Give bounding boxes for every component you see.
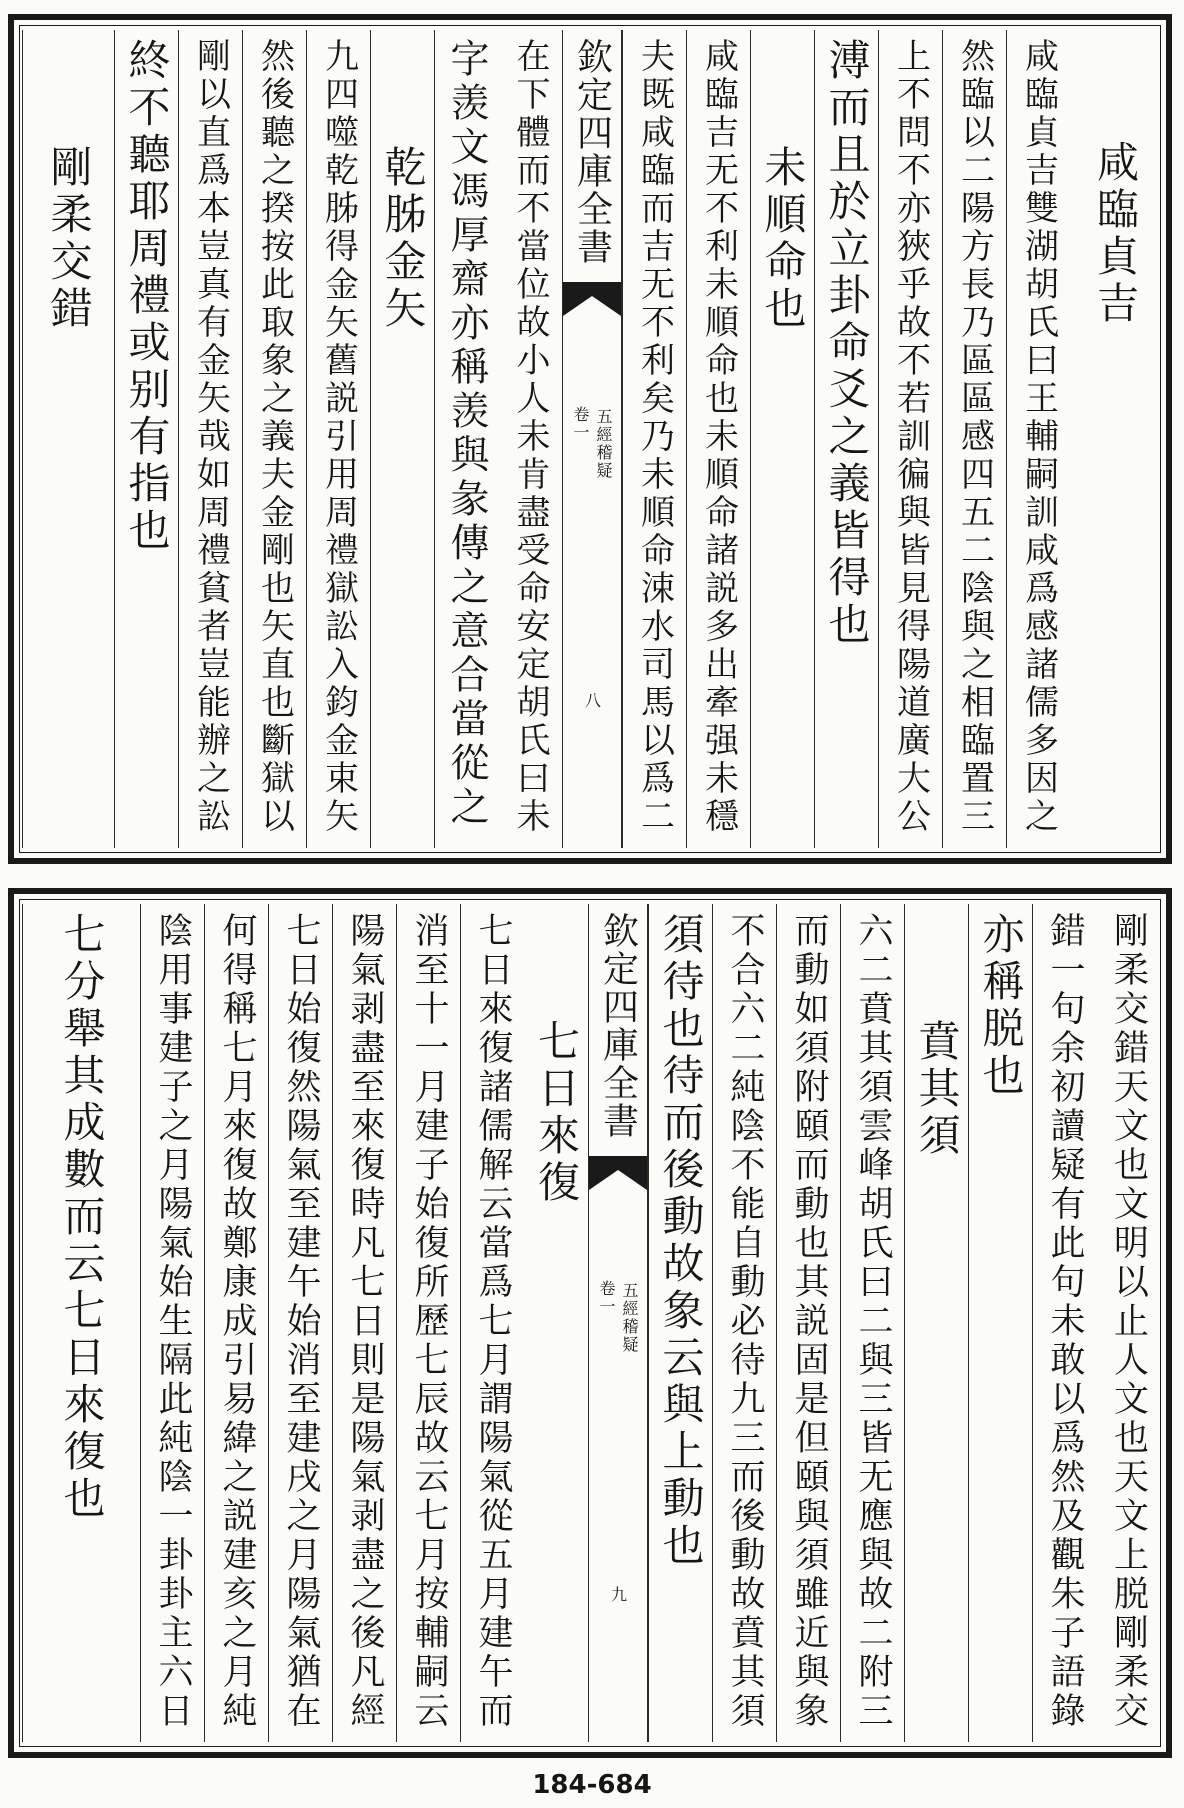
column xyxy=(622,30,686,848)
column xyxy=(1096,904,1160,1742)
column xyxy=(814,30,878,848)
volume-label: 卷一 xyxy=(571,406,590,442)
page-number: 八 xyxy=(582,692,602,708)
column xyxy=(840,904,904,1742)
text-column: 然後聽之揆按此取象之義夫金剛也矢直也斷獄以 xyxy=(254,38,295,836)
heading-text: 七日來復 xyxy=(532,1019,581,1207)
text-column: 不合六二純陰不能自動必待九三而後動故賁其須 xyxy=(725,912,765,1731)
volume-label: 卷一 xyxy=(597,1280,616,1316)
column xyxy=(524,904,588,1742)
column xyxy=(22,904,140,1742)
column xyxy=(22,30,114,848)
column xyxy=(242,30,306,848)
text-column: 然臨以二陽方長乃區區感四五二陰與之相臨置三 xyxy=(954,38,995,836)
column xyxy=(648,904,712,1742)
center-fold xyxy=(588,904,648,1742)
book-title: 五經稽疑 xyxy=(594,408,613,480)
fishtail-mark-icon xyxy=(589,1156,647,1190)
column xyxy=(968,904,1032,1742)
column xyxy=(712,904,776,1742)
text-column: 何得稱七月來復故鄭康成引易緯之説建亥之月純 xyxy=(217,912,257,1731)
column xyxy=(686,30,750,848)
text-column: 九四噬乾胏得金矢舊説引用周禮獄訟入鈞金束矢 xyxy=(318,38,359,836)
heading-text: 賁其須 xyxy=(912,1019,962,1160)
text-column: 剛以直爲本豈真有金矢哉如周禮貧者豈能辦之訟 xyxy=(190,38,231,836)
fishtail-mark-icon xyxy=(563,282,621,316)
column xyxy=(178,30,242,848)
column xyxy=(750,30,814,848)
text-column: 消至十一月建子始復所歷七辰故云七月按輔嗣云 xyxy=(409,912,449,1731)
column xyxy=(268,904,332,1742)
column xyxy=(1006,30,1070,848)
bottom-page xyxy=(8,888,1172,1758)
column xyxy=(370,30,434,848)
text-column: 字羡文馮厚齋亦稱羡與彖傳之意合當從之 xyxy=(444,38,489,830)
text-column: 七日始復然陽氣至建午始消至建戌之月陽氣猶在 xyxy=(281,912,321,1731)
text-column: 而動如須附頤而動也其説固是但頤與須雖近與象 xyxy=(789,912,829,1731)
column xyxy=(396,904,460,1742)
top-page xyxy=(8,14,1172,864)
column xyxy=(1070,30,1160,848)
text-column: 夫既咸臨而吉无不利矣乃未順命涑水司馬以爲二 xyxy=(634,38,675,836)
column xyxy=(776,904,840,1742)
column xyxy=(942,30,1006,848)
text-column: 溥而且於立卦命爻之義皆得也 xyxy=(822,38,872,649)
column xyxy=(204,904,268,1742)
column xyxy=(498,30,562,848)
heading-text: 未順命也 xyxy=(758,145,808,333)
column xyxy=(114,30,178,848)
column xyxy=(306,30,370,848)
text-column: 咸臨貞吉雙湖胡氏曰王輔嗣訓咸爲感諸儒多因之 xyxy=(1018,38,1059,836)
column xyxy=(140,904,204,1742)
heading-text: 乾胏金矢 xyxy=(378,145,428,333)
column xyxy=(434,30,498,848)
collection-title: 欽定四庫全書 xyxy=(571,38,613,266)
text-column: 在下體而不當位故小人未肯盡受命安定胡氏曰未 xyxy=(510,38,550,836)
page-footer-number: 184-684 xyxy=(532,1770,652,1800)
heading-text: 剛柔交錯 xyxy=(44,145,94,333)
center-fold xyxy=(562,30,622,848)
column xyxy=(1032,904,1096,1742)
text-column: 陽氣剥盡至來復時凡七日則是陽氣剥盡之後凡經 xyxy=(345,912,385,1731)
text-column: 終不聽耶周禮或别有指也 xyxy=(122,38,172,555)
column xyxy=(332,904,396,1742)
text-column: 陰用事建子之月陽氣始生隔此純陰一卦卦主六日 xyxy=(153,912,193,1731)
column xyxy=(460,904,524,1742)
text-column: 六二賁其須雲峰胡氏曰二與三皆无應與故二附三 xyxy=(853,912,893,1731)
heading-text: 咸臨貞吉 xyxy=(1091,140,1140,328)
text-column: 須待也待而後動故象云與上動也 xyxy=(656,912,706,1570)
book-title: 五經稽疑 xyxy=(620,1282,639,1354)
text-column: 上不問不亦狹乎故不若訓徧與皆見得陽道廣大公 xyxy=(890,38,931,836)
text-column: 亦稱脱也 xyxy=(976,912,1026,1100)
text-column: 七分舉其成數而云七日來復也 xyxy=(57,912,107,1523)
column xyxy=(878,30,942,848)
text-column: 七日來復諸儒解云當爲七月謂陽氣從五月建午而 xyxy=(473,912,513,1731)
column xyxy=(904,904,968,1742)
collection-title: 欽定四庫全書 xyxy=(597,912,639,1140)
text-column: 錯一句余初讀疑有此句未敢以爲然及觀朱子語錄 xyxy=(1045,912,1085,1731)
text-column: 剛柔交錯天文也文明以止人文也天文上脱剛柔交 xyxy=(1108,912,1149,1731)
page-number: 九 xyxy=(608,1586,628,1602)
text-column: 咸臨吉无不利未順命也未順命諸説多出牽强未穩 xyxy=(698,38,739,836)
